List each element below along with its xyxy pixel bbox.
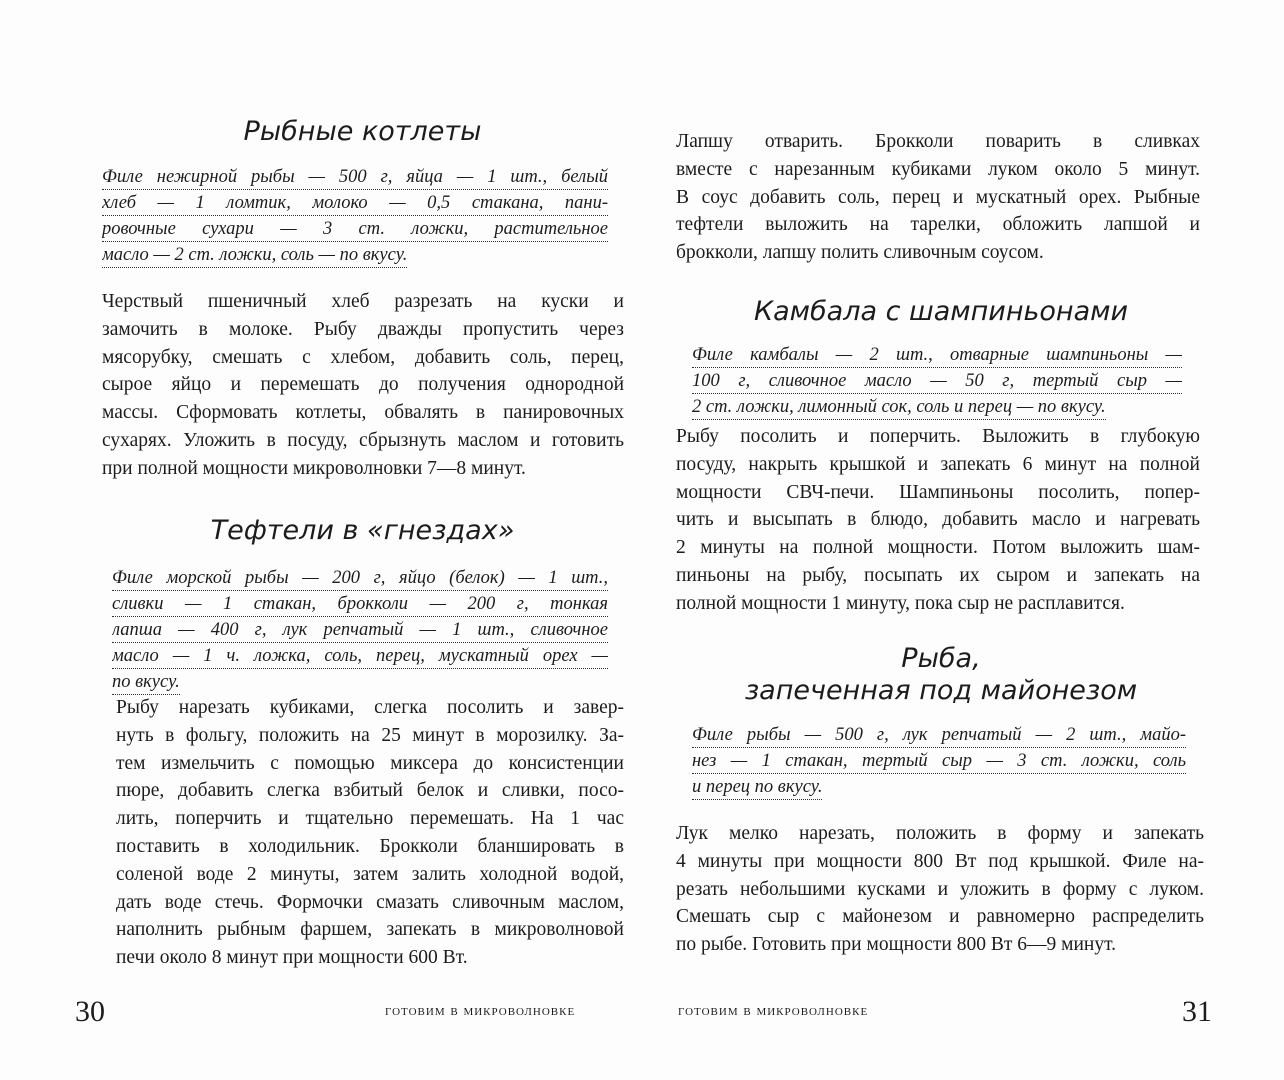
text-line: сухарях. Уложить в посуду, сбрызнуть маслом и готовить xyxy=(102,429,624,451)
ingredients xyxy=(112,565,608,700)
recipe-instructions xyxy=(676,423,1200,618)
text-line: масло — 2 ст. ложки, соль — по вкусу. xyxy=(102,242,407,268)
text-line: сырое яйцо и перемешать до получения однородной xyxy=(102,374,624,396)
text-line: сливки — 1 стакан, брокколи — 200 г, тонкая xyxy=(112,591,608,617)
text-line: 2 минуты на полной мощности. Потом выложить шам- xyxy=(676,537,1200,559)
text-line: лить, поперчить и тщательно перемешать. На 1 час xyxy=(116,808,624,830)
recipe-continuation xyxy=(676,128,1200,267)
text-line: при полной мощности микроволновки 7—8 минут. xyxy=(102,457,526,479)
text-line: наполнить рыбным фаршем, запекать в микроволновой xyxy=(116,919,624,941)
text-line: Филе рыбы — 500 г, лук репчатый — 2 шт., майо- xyxy=(692,722,1186,748)
recipe-title: Камбала с шампиньонами xyxy=(753,296,1129,327)
recipe-instructions xyxy=(116,694,624,972)
text-line: В соус добавить соль, перец и мускатный орех. Рыбные xyxy=(676,186,1200,208)
ingredients xyxy=(692,722,1186,805)
text-line: чить и высыпать в блюдо, добавить масло и нагревать xyxy=(676,509,1200,531)
text-line: резать небольшими кусками и уложить в форму с луком. xyxy=(676,878,1204,900)
recipe-title: Тефтели в «гнездах» xyxy=(210,515,515,546)
text-line: массы. Сформовать котлеты, обвалять в панировочных xyxy=(102,402,624,424)
text-line: Рыбу нарезать кубиками, слегка посолить и завер- xyxy=(116,697,624,718)
text-line: Черствый пшеничный хлеб разрезать на куски и xyxy=(102,291,624,312)
text-line: дать воде стечь. Формочки смазать сливочным маслом, xyxy=(116,891,624,913)
right-page xyxy=(642,0,1284,1080)
text-line: Лапшу отварить. Брокколи поварить в сливках xyxy=(676,131,1200,152)
text-line: мощности СВЧ-печи. Шампиньоны посолить, попер- xyxy=(676,481,1200,503)
text-line: пюре, добавить слегка взбитый белок и сливки, посо- xyxy=(116,780,624,802)
text-line: 100 г, сливочное масло — 50 г, тертый сыр — xyxy=(692,368,1182,394)
text-line: по рыбе. Готовить при мощности 800 Вт 6—9 минут. xyxy=(676,934,1117,956)
running-head: готовим в микроволновке xyxy=(385,1003,576,1019)
text-line: вместе с нарезанным кубиками луком около 5 минут. xyxy=(676,158,1200,180)
text-line: поставить в холодильник. Брокколи бланшировать в xyxy=(116,835,624,857)
text-line: пиньоны на рыбу, посыпать их сыром и запекать на xyxy=(676,564,1200,586)
text-line: масло — 1 ч. ложка, соль, перец, мускатный орех — xyxy=(112,643,608,669)
text-line: Рыбу посолить и поперчить. Выложить в глубокую xyxy=(676,426,1200,447)
text-line: 2 ст. ложки, лимонный сок, соль и перец — по вкусу. xyxy=(692,394,1106,420)
text-line: и перец по вкусу. xyxy=(692,774,822,800)
text-line: ровочные сухари — 3 ст. ложки, растительное xyxy=(102,216,608,242)
recipe-title-line-1: Рыба, xyxy=(901,643,981,674)
ingredients xyxy=(692,342,1182,425)
text-line: мясорубку, смешать с хлебом, добавить соль, перец, xyxy=(102,346,624,368)
text-line: посуду, накрыть крышкой и запекать 6 минут на полной xyxy=(676,453,1200,475)
text-line: лапша — 400 г, лук репчатый — 1 шт., сливочное xyxy=(112,617,608,643)
text-line: замочить в молоке. Рыбу дважды пропустить через xyxy=(102,318,624,340)
recipe-instructions xyxy=(676,820,1204,959)
text-line: Филе морской рыбы — 200 г, яйцо (белок) — 1 шт., xyxy=(112,565,608,591)
text-line: хлеб — 1 ломтик, молоко — 0,5 стакана, пани- xyxy=(102,190,608,216)
page-number: 30 xyxy=(75,995,105,1028)
text-line: по вкусу. xyxy=(112,669,180,695)
recipe-title: Рыбные котлеты xyxy=(243,116,482,147)
text-line: брокколи, лапшу полить сливочным соусом. xyxy=(676,242,1044,264)
running-head: готовим в микроволновке xyxy=(678,1003,869,1019)
ingredients xyxy=(102,164,608,273)
recipe-title-line-2: запеченная под майонезом xyxy=(744,675,1138,706)
text-line: нуть в фольгу, положить на 25 минут в морозилку. За- xyxy=(116,724,624,746)
text-line: Филе камбалы — 2 шт., отварные шампиньоны — xyxy=(692,342,1182,368)
text-line: Лук мелко нарезать, положить в форму и запекать xyxy=(676,823,1204,844)
text-line: тефтели выложить на тарелки, обложить лапшой и xyxy=(676,214,1200,236)
text-line: Смешать сыр с майонезом и равномерно распределить xyxy=(676,906,1204,928)
text-line: 4 минуты при мощности 800 Вт под крышкой. Филе на- xyxy=(676,850,1204,872)
text-line: нез — 1 стакан, тертый сыр — 3 ст. ложки, соль xyxy=(692,748,1186,774)
text-line: Филе нежирной рыбы — 500 г, яйца — 1 шт., белый xyxy=(102,164,608,190)
page-number: 31 xyxy=(1182,995,1212,1028)
recipe-instructions xyxy=(102,288,624,483)
text-line: печи около 8 минут при мощности 600 Вт. xyxy=(116,947,468,969)
text-line: тем измельчить с помощью миксера до консистенции xyxy=(116,752,624,774)
text-line: соленой воде 2 минуты, затем залить холодной водой, xyxy=(116,863,624,885)
text-line: полной мощности 1 минуту, пока сыр не расплавится. xyxy=(676,592,1125,614)
